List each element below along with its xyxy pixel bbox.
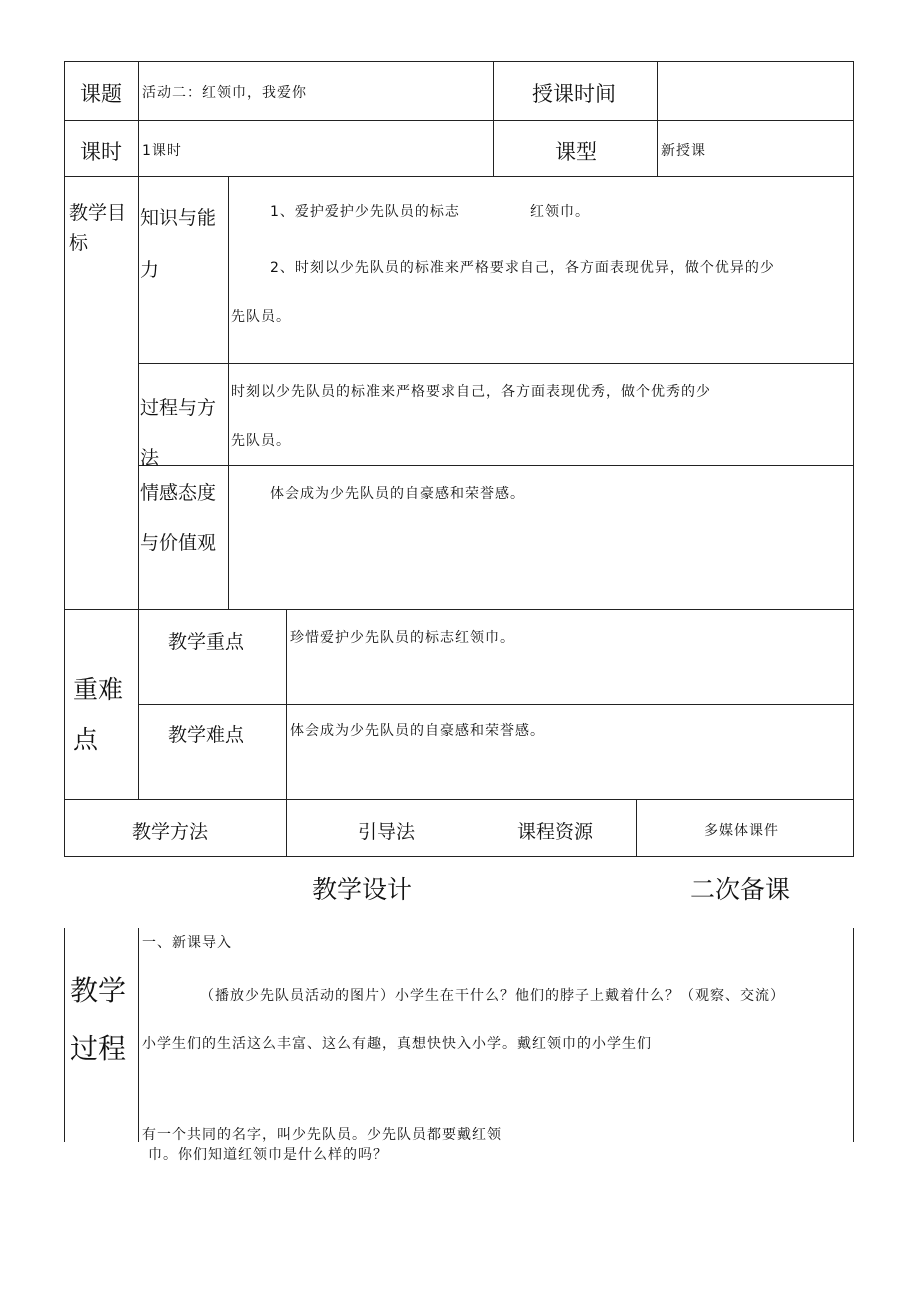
table-border-top	[64, 61, 854, 62]
process-line-2: 先队员。	[231, 433, 291, 449]
period-label: 课时	[80, 140, 122, 164]
col-divider	[636, 799, 637, 856]
paragraph-2: 小学生们的生活这么丰富、这么有趣，真想快快入小学。戴红领巾的小学生们	[142, 1036, 652, 1052]
focus-label: 教学重点	[168, 631, 245, 653]
method-label: 教学方法	[132, 821, 209, 843]
row-divider	[138, 465, 854, 466]
resource-label: 课程资源	[517, 821, 594, 843]
row-divider	[138, 363, 854, 364]
section-1-heading: 一、新课导入	[142, 935, 232, 951]
table-border-bottom	[64, 856, 854, 857]
objectives-label: 教学目标	[69, 202, 127, 254]
difficulty-text: 体会成为少先队员的自豪感和荣誉感。	[290, 723, 545, 739]
method-value: 引导法	[358, 821, 416, 843]
knowledge-item-2-line1: 2、时刻以少先队员的标准来严格要求自己，各方面表现优异，做个优异的少	[270, 260, 775, 276]
section-col-divider	[138, 928, 139, 1142]
process-line-1: 时刻以少先队员的标准来严格要求自己，各方面表现优秀，做个优秀的少	[231, 384, 711, 400]
col-divider	[138, 61, 139, 799]
period-value: 1课时	[142, 143, 182, 159]
row-divider	[64, 120, 854, 121]
time-label: 授课时间	[532, 82, 616, 106]
type-label: 课型	[555, 140, 597, 164]
difficulty-label: 教学难点	[168, 724, 245, 746]
topic-value: 活动二：红领巾，我爱你	[142, 85, 307, 101]
resource-value: 多媒体课件	[704, 823, 779, 839]
focus-text: 珍惜爱护少先队员的标志红领巾。	[290, 630, 515, 646]
second-prep-title: 二次备课	[690, 875, 791, 904]
row-divider	[64, 799, 854, 800]
knowledge-item-1: 1、爱护爱护少先队员的标志	[270, 204, 460, 220]
key-points-label: 重难点	[73, 675, 124, 754]
col-divider	[493, 61, 494, 176]
emotion-label: 情感态度与价值观	[140, 482, 217, 554]
col-divider	[286, 609, 287, 856]
process-section-label: 教学过程	[70, 974, 127, 1065]
row-divider	[64, 176, 854, 177]
knowledge-item-1-tail: 红领巾。	[530, 204, 590, 220]
row-divider	[64, 609, 854, 610]
knowledge-label: 知识与能力	[140, 207, 217, 281]
design-title: 教学设计	[312, 875, 413, 904]
paragraph-3: 有一个共同的名字，叫少先队员。少先队员都要戴红领	[142, 1127, 502, 1143]
table-border-left	[64, 61, 65, 857]
section-border-right	[853, 928, 854, 1142]
process-label: 过程与方法	[140, 397, 217, 469]
paragraph-4: 巾。你们知道红领巾是什么样的吗？	[148, 1147, 388, 1163]
table-border-right	[853, 61, 854, 857]
section-border-left	[64, 928, 65, 1142]
paragraph-1: （播放少先队员活动的图片）小学生在干什么？他们的脖子上戴着什么？（观察、交流）	[200, 988, 785, 1004]
topic-label: 课题	[80, 82, 122, 106]
knowledge-item-2-line2: 先队员。	[231, 309, 291, 325]
col-divider	[657, 61, 658, 176]
emotion-text: 体会成为少先队员的自豪感和荣誉感。	[270, 486, 525, 502]
type-value: 新授课	[661, 143, 706, 159]
row-divider	[138, 704, 854, 705]
